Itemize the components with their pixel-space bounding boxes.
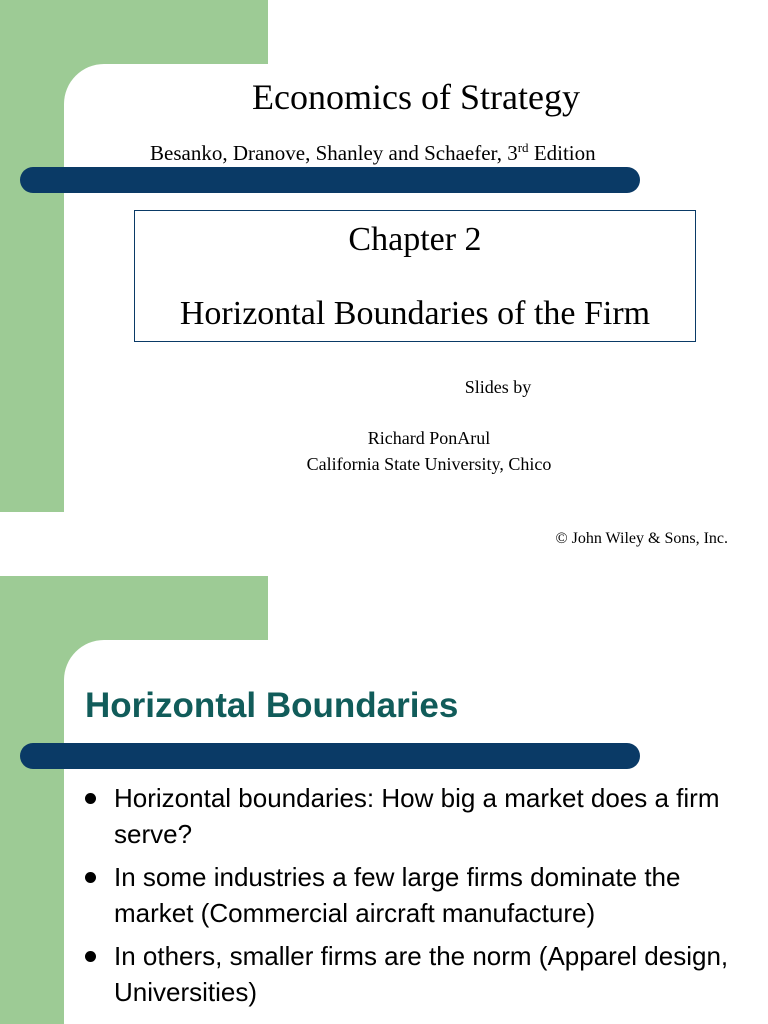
heading-divider-bar xyxy=(20,743,640,769)
slide-title: Economics of Strategy xyxy=(252,77,580,117)
title-divider-bar xyxy=(20,167,640,193)
author-name: Richard PonArul xyxy=(367,428,491,448)
bullet-item xyxy=(80,859,760,931)
edition-text: Edition xyxy=(528,141,596,165)
edition-ordinal-superscript: rd xyxy=(517,140,529,155)
bullet-dot-icon xyxy=(85,951,96,962)
bullet-text: Horizontal boundaries: How big a market does a firm serve? xyxy=(114,783,720,849)
slide-heading: Horizontal Boundaries xyxy=(85,686,459,725)
authors-text: Besanko, Dranove, Shanley and Schaefer, 3 xyxy=(150,141,518,165)
bullet-item xyxy=(80,938,760,1010)
slides-by-label: Slides by xyxy=(464,377,532,397)
author-affiliation: California State University, Chico xyxy=(306,454,552,474)
bullet-dot-icon xyxy=(85,872,96,883)
bullet-dot-icon xyxy=(85,793,96,804)
chapter-title: Horizontal Boundaries of the Firm xyxy=(179,295,651,332)
chapter-box xyxy=(134,210,696,342)
bullet-list xyxy=(80,780,760,1017)
bullet-text: In others, smaller firms are the norm (Apparel design, Universities) xyxy=(114,941,729,1007)
chapter-label: Chapter 2 xyxy=(348,221,482,258)
book-authors-edition xyxy=(150,140,596,166)
bullet-text: In some industries a few large firms dominate the market (Commercial aircraft manufacture) xyxy=(114,862,681,928)
content-slide xyxy=(0,576,768,1024)
copyright-notice: © John Wiley & Sons, Inc. xyxy=(555,530,728,547)
bullet-item xyxy=(80,780,760,852)
